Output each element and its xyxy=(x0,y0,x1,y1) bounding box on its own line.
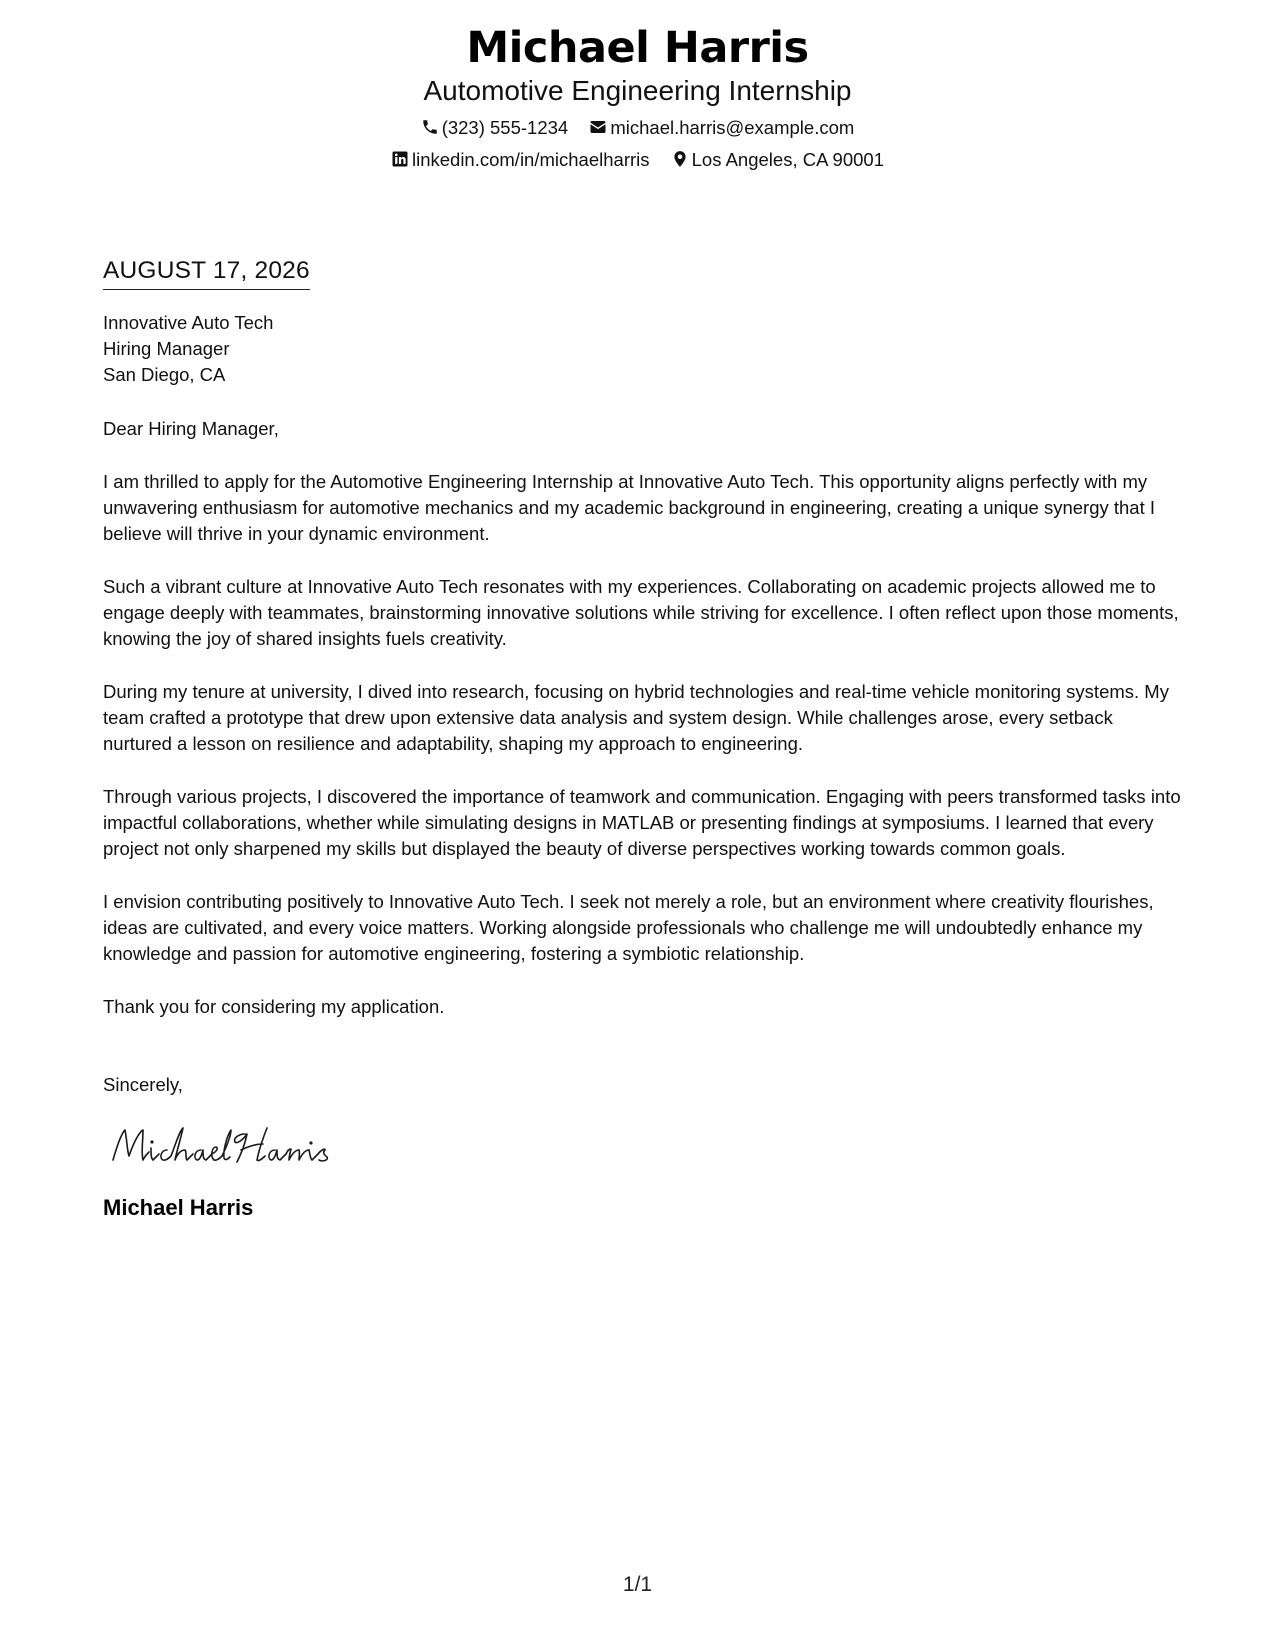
phone-contact[interactable] xyxy=(421,116,569,140)
contact-row-2 xyxy=(0,148,1275,172)
body-paragraph: During my tenure at university, I dived into research, focusing on hybrid technologies and real-time vehicle monitoring systems. My team crafted a prototype that drew upon extensive data analysis and system design. While challenges arose, every setback nurtured a lesson on resilience and adaptability, shaping my approach to engineering. xyxy=(103,681,1169,754)
recipient-block xyxy=(103,310,1183,388)
closing-line: Sincerely, xyxy=(103,1074,183,1095)
letter-body xyxy=(103,255,1183,1222)
contact-row-1 xyxy=(0,116,1275,140)
email-text: michael.harris@example.com xyxy=(610,117,855,138)
envelope-icon xyxy=(589,118,607,136)
recipient-title: Hiring Manager xyxy=(103,338,230,359)
salutation: Dear Hiring Manager, xyxy=(103,418,279,439)
body-paragraph: I envision contributing positively to Innovative Auto Tech. I seek not merely a role, but an environment where creativity flourishes, ideas are cultivated, and every voice matters. Working alongside professionals who challenge me will undoubtedly enhance my knowledge and passion for automotive engineering, fostering a symbiotic relationship. xyxy=(103,891,1154,964)
handwritten-signature xyxy=(103,1116,1183,1176)
body-paragraph: Through various projects, I discovered the importance of teamwork and communication. Engaging with peers transformed tasks into impactful collaborations, whether while simulating designs in MATLAB or presenting findings at symposiums. I learned that every project not only sharpened my skills but displayed the beauty of diverse perspectives working towards common goals. xyxy=(103,786,1181,859)
email-contact[interactable] xyxy=(589,116,854,140)
signature-image xyxy=(103,1116,363,1176)
recipient-company: Innovative Auto Tech xyxy=(103,312,274,333)
map-pin-icon xyxy=(671,150,689,168)
page-number: 1/1 xyxy=(622,1573,653,1596)
linkedin-icon xyxy=(391,150,409,168)
location-contact xyxy=(671,148,884,172)
thanks-line: Thank you for considering my application. xyxy=(103,996,445,1017)
letter-header xyxy=(0,18,1275,172)
position-title: Automotive Engineering Internship xyxy=(423,75,852,106)
letter-date: AUGUST 17, 2026 xyxy=(103,255,310,290)
linkedin-text: linkedin.com/in/michaelharris xyxy=(411,149,650,170)
body-paragraph: I am thrilled to apply for the Automotive Engineering Internship at Innovative Auto Tech. This opportunity aligns perfectly with my unwavering enthusiasm for automotive mechanics and my academic background in engineering, creating a unique synergy that I believe will thrive in your dynamic environment. xyxy=(103,471,1156,544)
linkedin-contact[interactable] xyxy=(391,148,650,172)
phone-text: (323) 555-1234 xyxy=(441,117,569,138)
signer-name: Michael Harris xyxy=(103,1195,254,1220)
recipient-location: San Diego, CA xyxy=(103,364,226,385)
body-paragraph: Such a vibrant culture at Innovative Auto Tech resonates with my experiences. Collaborating on academic projects allowed me to engage deeply with teammates, brainstorming innovative solutions while striving for excellence. I often reflect upon those moments, knowing the joy of shared insights fuels creativity. xyxy=(103,576,1179,649)
applicant-name: Michael Harris xyxy=(466,23,809,73)
phone-icon xyxy=(421,118,439,136)
location-text: Los Angeles, CA 90001 xyxy=(691,149,884,170)
